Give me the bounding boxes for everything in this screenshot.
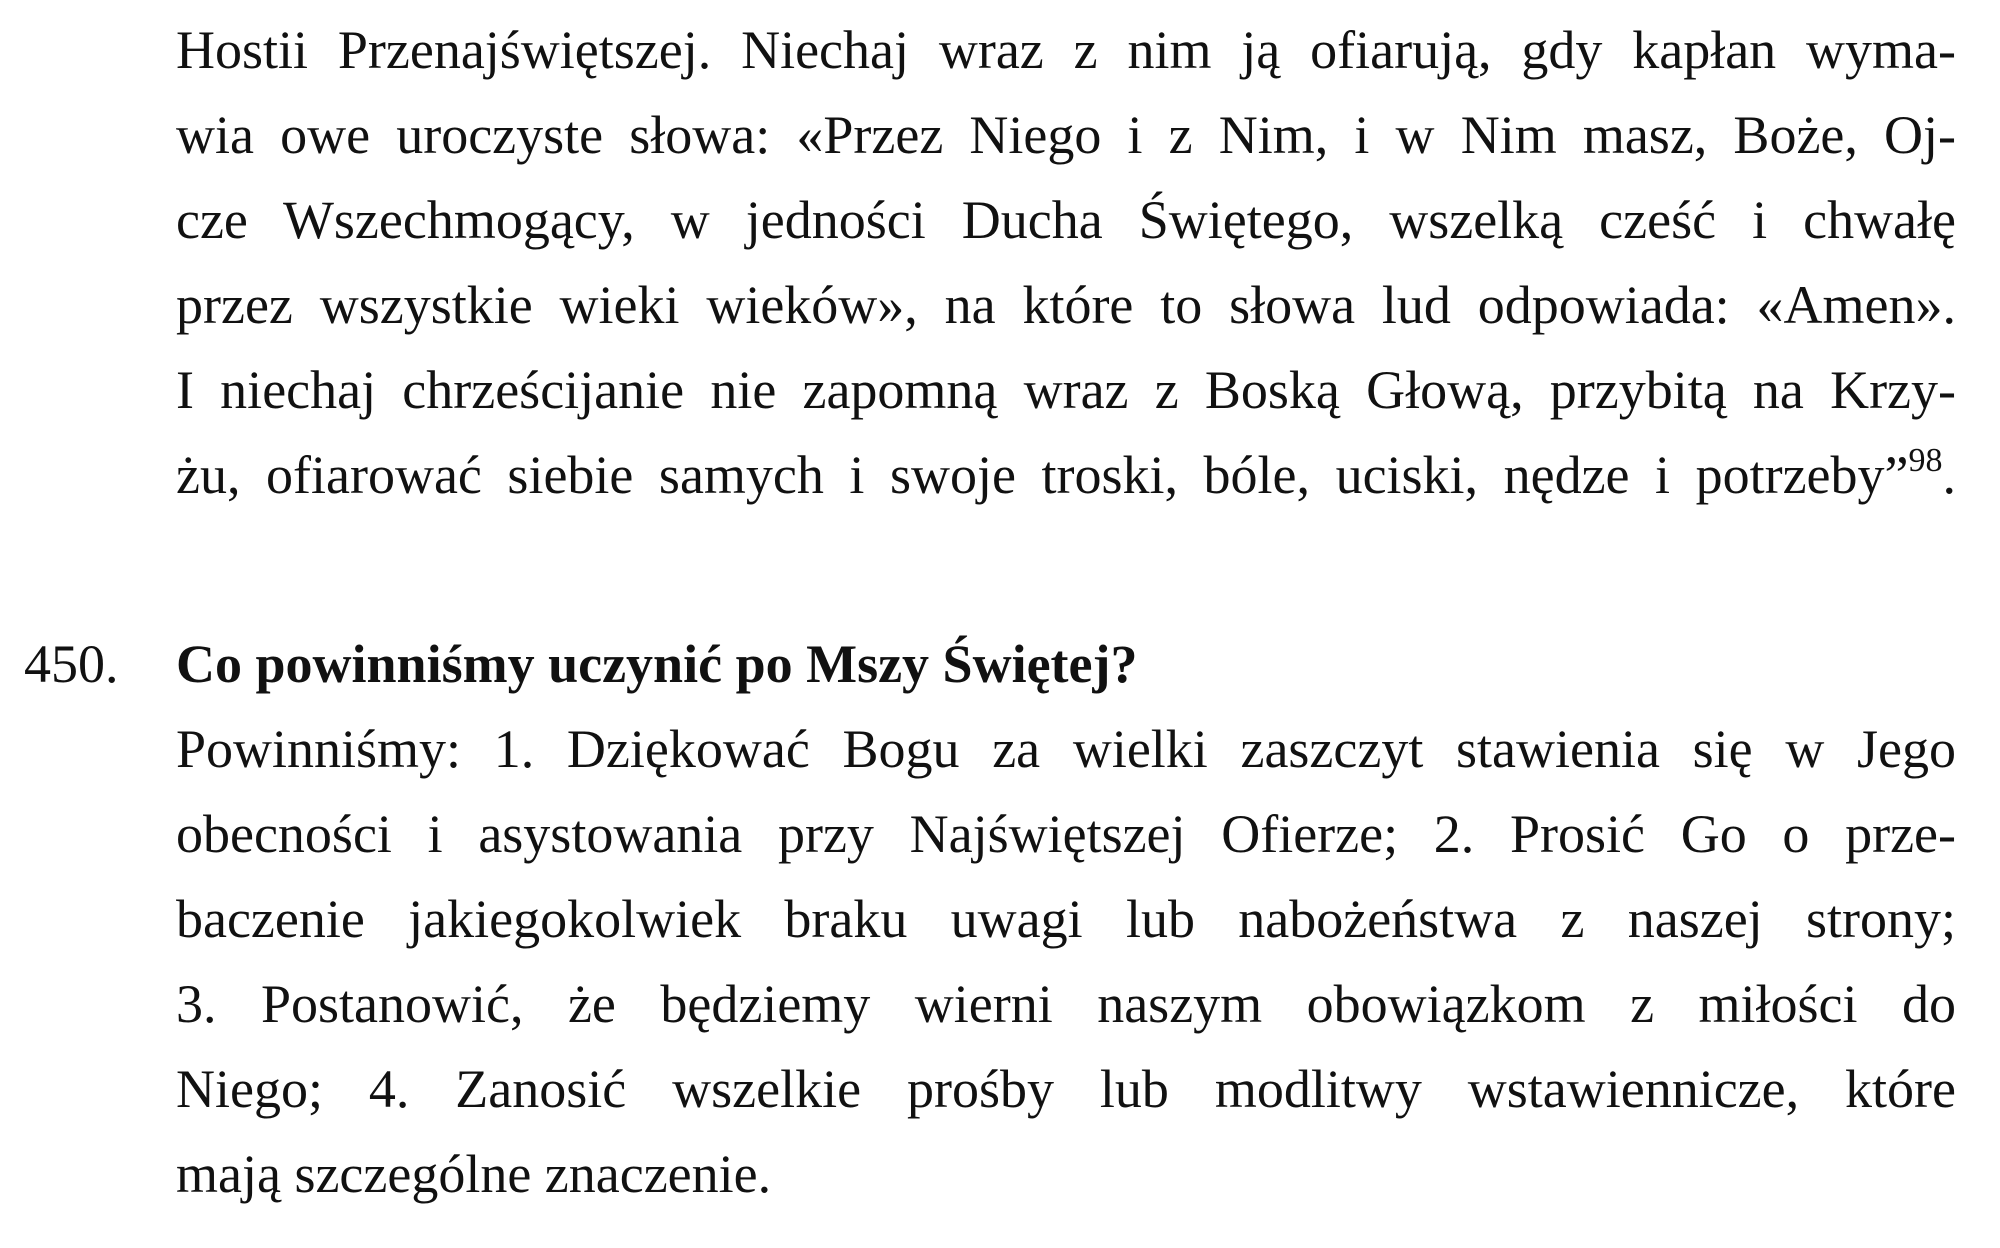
text-line: wia owe uroczyste słowa: «Przez Niego i z Nim, i w Nim masz, Boże, Oj-: [176, 105, 1956, 165]
text-line-last: [176, 433, 1956, 518]
question-number: 450.: [24, 634, 119, 694]
text-line: Powinniśmy: 1. Dziękować Bogu za wielki zaszczyt stawienia się w Jego: [176, 719, 1956, 779]
text-line: baczenie jakiegokolwiek braku uwagi lub nabożeństwa z naszej strony;: [176, 889, 1956, 949]
footnote-reference: 98: [1908, 442, 1943, 479]
text-line-last: mają szczególne znaczenie.: [176, 1144, 772, 1204]
text-line: I niechaj chrześcijanie nie zapomną wraz z Boską Głową, przybitą na Krzy-: [176, 360, 1956, 420]
text-line: cze Wszechmogący, w jedności Ducha Świętego, wszelką cześć i chwałę: [176, 190, 1956, 250]
answer-paragraph: [176, 707, 1956, 1217]
text-line: obecności i asystowania przy Najświętszej Ofierze; 2. Prosić Go o prze-: [176, 804, 1956, 864]
question-text: Co powinniśmy uczynić po Mszy Świętej?: [176, 634, 1138, 694]
text-line: Hostii Przenajświętszej. Niechaj wraz z nim ją ofiarują, gdy kapłan wyma-: [176, 20, 1956, 80]
text-line: 3. Postanowić, że będziemy wierni naszym obowiązkom z miłości do: [176, 974, 1956, 1034]
paragraph-continuation: [176, 8, 1956, 518]
text-line: przez wszystkie wieki wieków», na które to słowa lud odpowiada: «Amen».: [176, 275, 1956, 335]
sentence-end: .: [1942, 445, 1956, 505]
text-line-content: żu, ofiarować siebie samych i swoje troski, bóle, uciski, nędze i potrzeby”: [176, 445, 1909, 505]
text-line: Niego; 4. Zanosić wszelkie prośby lub modlitwy wstawiennicze, które: [176, 1059, 1956, 1119]
